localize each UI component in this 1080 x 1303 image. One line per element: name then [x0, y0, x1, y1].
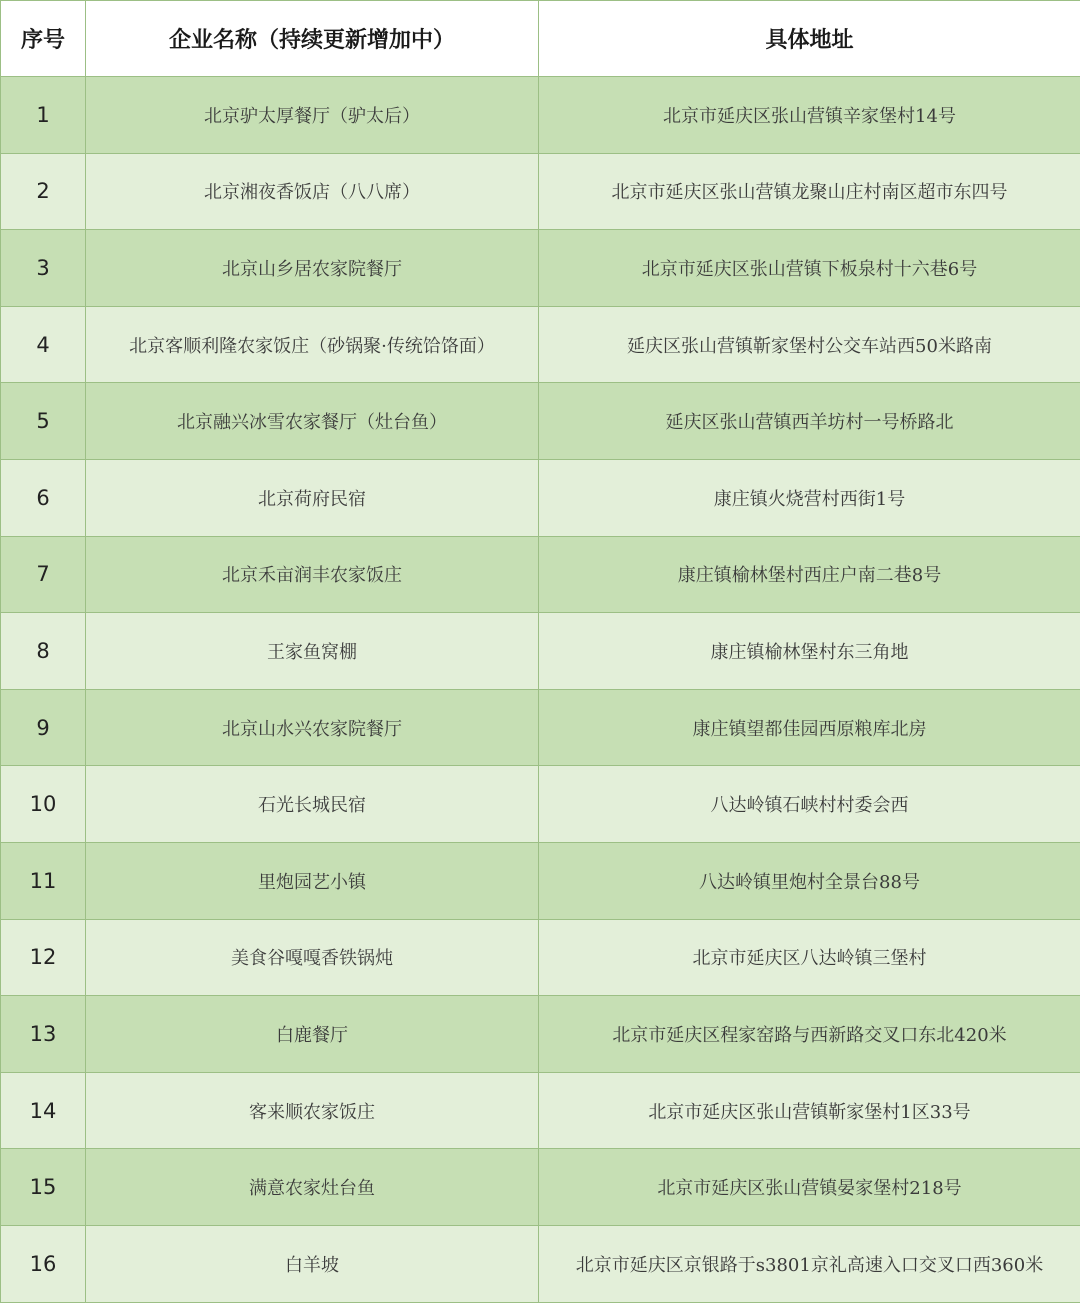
table-row: [1, 1149, 1080, 1226]
cell-name: 客来顺农家饭庄: [86, 1072, 539, 1149]
table-row: [1, 230, 1080, 307]
cell-name: 北京荷府民宿: [86, 459, 539, 536]
table-row: [1, 689, 1080, 766]
table-row: [1, 536, 1080, 613]
header-no: 序号: [1, 1, 86, 77]
table-row: [1, 842, 1080, 919]
cell-address: 北京市延庆区张山营镇下板泉村十六巷6号: [539, 230, 1080, 307]
cell-address: 北京市延庆区张山营镇晏家堡村218号: [539, 1149, 1080, 1226]
cell-address: 延庆区张山营镇西羊坊村一号桥路北: [539, 383, 1080, 460]
cell-no: 15: [1, 1149, 86, 1226]
table-row: [1, 613, 1080, 690]
cell-name: 北京客顺利隆农家饭庄（砂锅聚·传统饸饹面）: [86, 306, 539, 383]
cell-name: 石光长城民宿: [86, 766, 539, 843]
cell-no: 13: [1, 996, 86, 1073]
cell-name: 北京湘夜香饭店（八八席）: [86, 153, 539, 230]
cell-address: 北京市延庆区张山营镇靳家堡村1区33号: [539, 1072, 1080, 1149]
cell-address: 北京市延庆区八达岭镇三堡村: [539, 919, 1080, 996]
cell-name: 王家鱼窝棚: [86, 613, 539, 690]
table-header-row: [1, 1, 1080, 77]
cell-name: 白鹿餐厅: [86, 996, 539, 1073]
header-name: 企业名称（持续更新增加中）: [86, 1, 539, 77]
cell-address: 八达岭镇石峡村村委会西: [539, 766, 1080, 843]
cell-address: 康庄镇榆林堡村西庄户南二巷8号: [539, 536, 1080, 613]
cell-name: 白羊坡: [86, 1225, 539, 1302]
cell-no: 9: [1, 689, 86, 766]
cell-address: 八达岭镇里炮村全景台88号: [539, 842, 1080, 919]
table-row: [1, 77, 1080, 154]
cell-no: 14: [1, 1072, 86, 1149]
cell-no: 10: [1, 766, 86, 843]
table-row: [1, 383, 1080, 460]
header-address: 具体地址: [539, 1, 1080, 77]
cell-name: 北京禾亩润丰农家饭庄: [86, 536, 539, 613]
cell-address: 康庄镇榆林堡村东三角地: [539, 613, 1080, 690]
table-row: [1, 459, 1080, 536]
table-row: [1, 766, 1080, 843]
cell-address: 北京市延庆区程家窑路与西新路交叉口东北420米: [539, 996, 1080, 1073]
cell-no: 11: [1, 842, 86, 919]
cell-address: 康庄镇火烧营村西街1号: [539, 459, 1080, 536]
table-body: [1, 77, 1080, 1303]
table-row: [1, 996, 1080, 1073]
table-row: [1, 1225, 1080, 1302]
table-row: [1, 1072, 1080, 1149]
cell-no: 12: [1, 919, 86, 996]
cell-address: 延庆区张山营镇靳家堡村公交车站西50米路南: [539, 306, 1080, 383]
cell-name: 北京驴太厚餐厅（驴太后）: [86, 77, 539, 154]
table-row: [1, 153, 1080, 230]
table-row: [1, 306, 1080, 383]
cell-name: 美食谷嘎嘎香铁锅炖: [86, 919, 539, 996]
cell-no: 2: [1, 153, 86, 230]
cell-address: 北京市延庆区张山营镇辛家堡村14号: [539, 77, 1080, 154]
cell-no: 5: [1, 383, 86, 460]
cell-no: 7: [1, 536, 86, 613]
cell-name: 里炮园艺小镇: [86, 842, 539, 919]
cell-name: 北京山水兴农家院餐厅: [86, 689, 539, 766]
cell-name: 满意农家灶台鱼: [86, 1149, 539, 1226]
cell-name: 北京融兴冰雪农家餐厅（灶台鱼）: [86, 383, 539, 460]
cell-no: 8: [1, 613, 86, 690]
cell-no: 4: [1, 306, 86, 383]
cell-name: 北京山乡居农家院餐厅: [86, 230, 539, 307]
cell-no: 16: [1, 1225, 86, 1302]
cell-no: 1: [1, 77, 86, 154]
cell-no: 6: [1, 459, 86, 536]
cell-no: 3: [1, 230, 86, 307]
table-row: [1, 919, 1080, 996]
cell-address: 北京市延庆区京银路于s3801京礼高速入口交叉口西360米: [539, 1225, 1080, 1302]
cell-address: 北京市延庆区张山营镇龙聚山庄村南区超市东四号: [539, 153, 1080, 230]
cell-address: 康庄镇望都佳园西原粮库北房: [539, 689, 1080, 766]
